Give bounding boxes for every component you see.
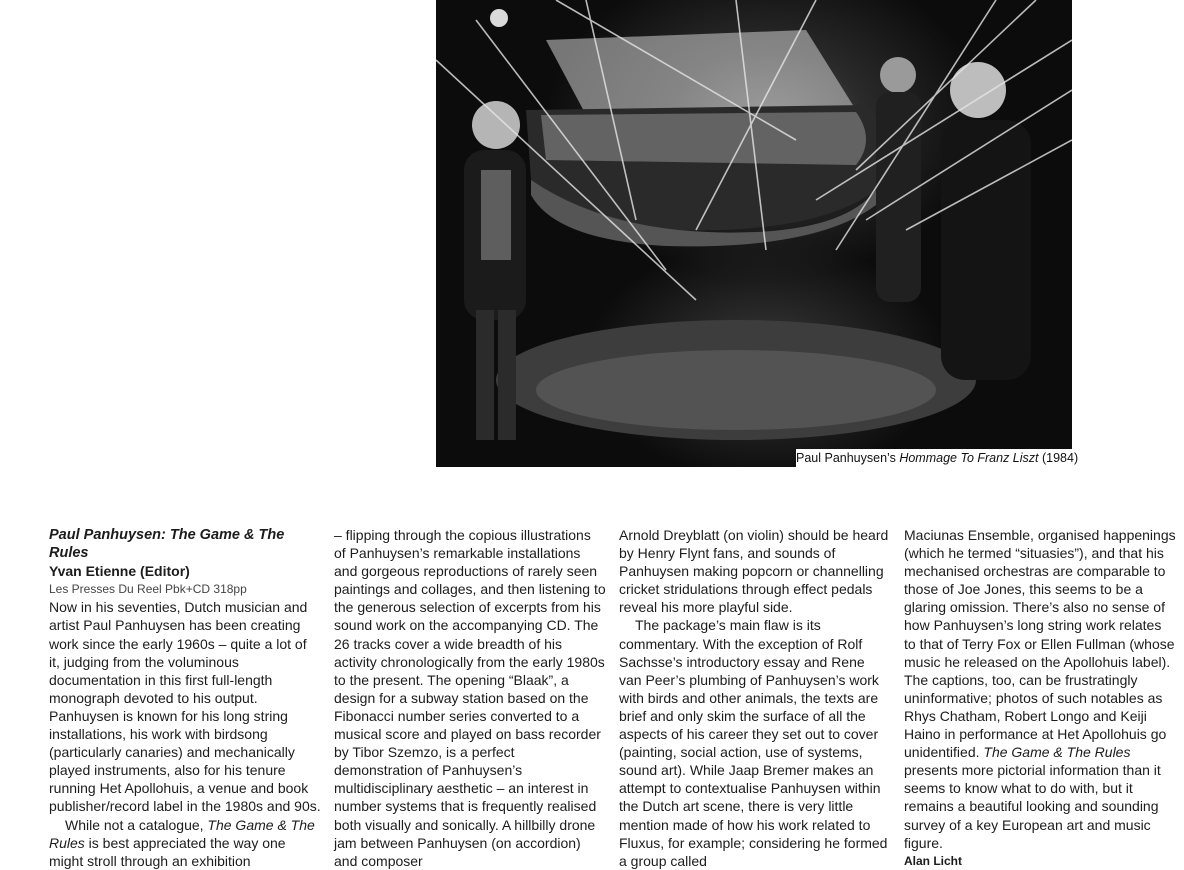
paragraph-2-text-b: is best appreciated the way one might stroll through an exhibition (49, 834, 286, 869)
caption-work-title: Hommage To Franz Liszt (899, 451, 1039, 465)
review-column-3 (619, 526, 891, 870)
photo-illustration (436, 0, 1072, 467)
caption-name: Paul Panhuysen’s (796, 451, 900, 465)
paragraph-2-end: Arnold Dreyblatt (on violin) should be heard by Henry Flynt fans, and sounds of Panhuysen making popcorn or channelling cricket stridulations through effect pedals reveal his more playful side. (619, 527, 889, 616)
performance-photo (436, 0, 1072, 467)
caption-year: (1984) (1038, 451, 1079, 465)
paragraph-3-book-title: The Game & The Rules (983, 744, 1131, 761)
paragraph-3-text-a: Maciunas Ensemble, organised happenings (which he termed “situasies”), and that his mechanised orchestras are comparable to those of Joe Jones, this seems to be a glaring omission. There’s also no sense of how Panhuysen’s long string work relates to that of Terry Fox or Ellen Fullman (whose music he released on the Apollohuis label). The captions, too, can be frustratingly uninformative; photos of such notables as Rhys Chatham, Robert Longo and Keiji Haino in performance at Het Apollohuis go unidentified. (904, 527, 1176, 761)
review-column-2 (334, 526, 606, 870)
photo-caption (796, 449, 1079, 467)
review-column-4 (904, 526, 1176, 870)
review-column-1 (49, 526, 321, 870)
paragraph-3-text-b: presents more pictorial information than it seems to know what to do with, but it remains a beautiful looking and sounding survey of a key European art and music figure. (904, 762, 1161, 851)
paragraph-2 (49, 816, 321, 870)
book-publisher: Les Presses Du Reel Pbk+CD 318pp (49, 582, 247, 597)
paragraph-3-continued (904, 526, 1176, 852)
paragraph-2-continued: – flipping through the copious illustrations of Panhuysen’s remarkable installations and gorgeous reproductions of rarely seen paintings and collages, and then listening to the generous selection of excerpts from his sound work on the accompanying CD. The 26 tracks cover a wide breadth of his activity chronologically from the early 1980s to the present. The opening “Blaak”, a design for a subway station based on the Fibonacci number series converted to a musical score and played on bass recorder by Tibor Szemzo, is a perfect demonstration of Panhuysen’s multidisciplinary aesthetic – an interest in number systems that is frequently realised both visually and sonically. A hillbilly drone jam between Panhuysen (on accordion) and composer (334, 527, 606, 869)
review-author: Alan Licht (904, 853, 963, 868)
paragraph-1: Now in his seventies, Dutch musician and artist Paul Panhuysen has been creating work since the early 1960s – quite a lot of it, judging from the voluminous documentation in this first full-length monograph devoted to his output. Panhuysen is known for his long string installations, his work with birdsong (particularly canaries) and mechanically played instruments, also for his tenure running Het Apollohuis, a venue and book publisher/record label in the 1980s and 90s. (49, 599, 321, 815)
paragraph-3: The package’s main flaw is its commentary. With the exception of Rolf Sachsse’s introductory essay and Rene van Peer’s plumbing of Panhuysen’s work with birds and other animals, the texts are brief and only skim the surface of all the aspects of his career they set out to cover (painting, social action, use of systems, sound art). While Jaap Bremer makes an attempt to contextualise Panhuysen within the Dutch art scene, there is very little mention made of how his work related to Fluxus, for example; considering he formed a group called (619, 617, 888, 869)
paragraph-2-book-title: The Game & The Rules (49, 816, 315, 851)
book-editor: Yvan Etienne (Editor) (49, 563, 190, 580)
book-title: Paul Panhuysen: The Game & The Rules (49, 527, 285, 562)
paragraph-2-text-a: While not a catalogue, (65, 816, 208, 833)
